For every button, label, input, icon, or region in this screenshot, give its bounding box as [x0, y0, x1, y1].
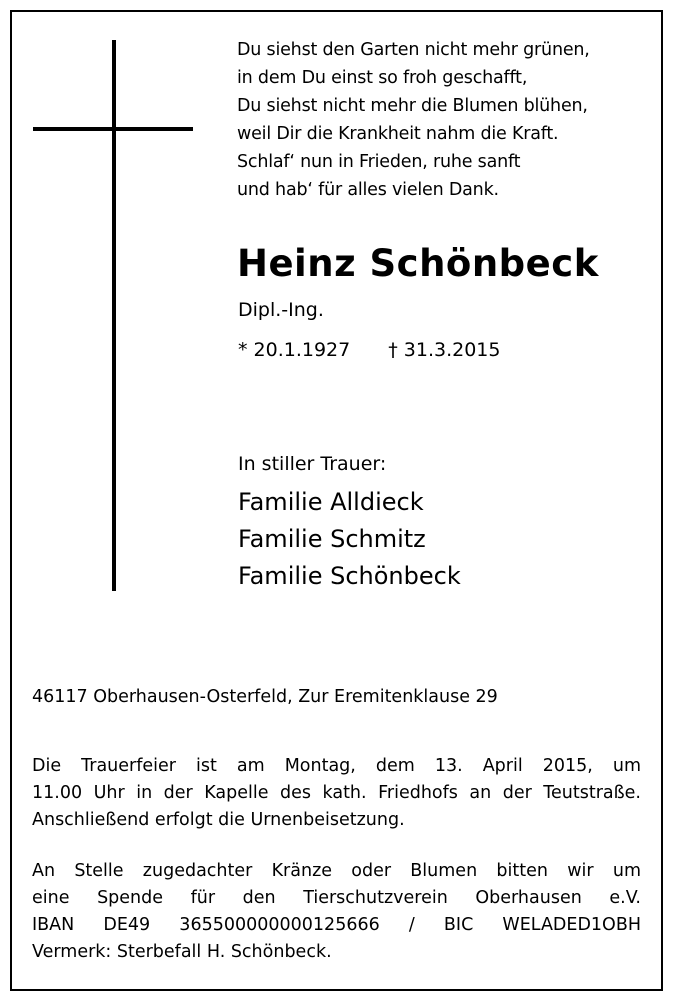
donation-line: An Stelle zugedachter Kränze oder Blumen bitten wir um — [32, 861, 641, 881]
poem-line: weil Dir die Krankheit nahm die Kraft. — [237, 124, 559, 144]
family-name: Familie Schönbeck — [238, 562, 461, 590]
mourners-list — [238, 484, 461, 595]
donation-line: Vermerk: Sterbefall H. Schönbeck. — [32, 942, 332, 962]
ceremony-line: 11.00 Uhr in der Kapelle des kath. Friedhofs an der Teutstraße. — [32, 783, 641, 803]
poem — [237, 36, 590, 204]
poem-line: und hab‘ für alles vielen Dank. — [237, 180, 499, 200]
deceased-title: Dipl.-Ing. — [238, 299, 324, 321]
poem-line: Du siehst den Garten nicht mehr grünen, — [237, 40, 590, 60]
ceremony-paragraph — [32, 753, 641, 834]
cross-horizontal-bar — [33, 127, 193, 131]
deceased-name: Heinz Schönbeck — [237, 242, 599, 285]
poem-line: Schlaf‘ nun in Frieden, ruhe sanft — [237, 152, 521, 172]
family-name: Familie Alldieck — [238, 488, 424, 516]
mourners-label: In stiller Trauer: — [238, 453, 387, 475]
poem-line: in dem Du einst so froh geschafft, — [237, 68, 528, 88]
life-dates — [238, 339, 501, 361]
cross-vertical-bar — [112, 40, 116, 591]
address: 46117 Oberhausen-Osterfeld, Zur Eremitenklause 29 — [32, 687, 498, 707]
poem-line: Du siehst nicht mehr die Blumen blühen, — [237, 96, 588, 116]
donation-paragraph — [32, 858, 641, 966]
ceremony-line: Anschließend erfolgt die Urnenbeisetzung. — [32, 810, 405, 830]
donation-line: IBAN DE49 365500000000125666 / BIC WELADED1OBH — [32, 915, 641, 935]
death-date: † 31.3.2015 — [388, 339, 501, 361]
ceremony-line: Die Trauerfeier ist am Montag, dem 13. April 2015, um — [32, 756, 641, 776]
birth-date: * 20.1.1927 — [238, 339, 351, 361]
family-name: Familie Schmitz — [238, 525, 426, 553]
donation-line: eine Spende für den Tierschutzverein Oberhausen e.V. — [32, 888, 641, 908]
